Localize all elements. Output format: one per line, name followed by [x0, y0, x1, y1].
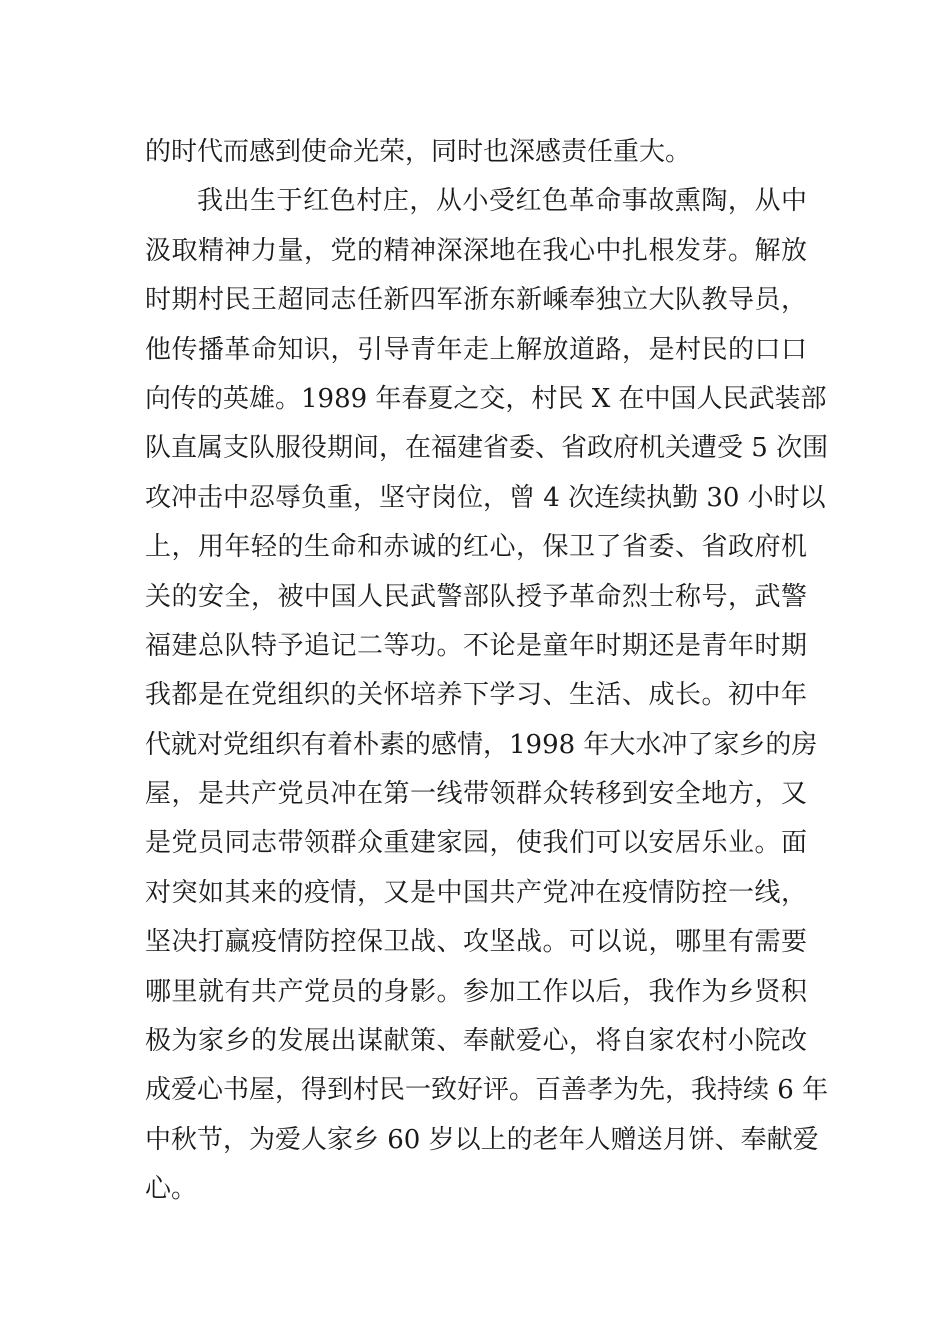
text-line: 心。 — [145, 1174, 198, 1205]
text-line: 极为家乡的发展出谋献策、奉献爱心，将自家农村小院改 — [145, 1026, 807, 1057]
text-line: 汲取精神力量，党的精神深深地在我心中扎根发芽。解放 — [145, 235, 807, 266]
text-line: 对突如其来的疫情，又是中国共产党冲在疫情防控一线， — [145, 877, 807, 908]
text-line: 他传播革命知识，引导青年走上解放道路，是村民的口口 — [145, 334, 807, 365]
text-line: 哪里就有共产党员的身影。参加工作以后，我作为乡贤积 — [145, 976, 807, 1007]
text-line: 关的安全，被中国人民武警部队授予革命烈士称号，武警 — [145, 581, 807, 612]
text-line: 攻冲击中忍辱负重，坚守岗位，曾 4 次连续执勤 30 小时以 — [145, 482, 826, 513]
text-line: 是党员同志带领群众重建家园，使我们可以安居乐业。面 — [145, 828, 807, 859]
text-line: 成爱心书屋，得到村民一致好评。百善孝为先，我持续 6 年 — [145, 1075, 829, 1106]
text-line: 福建总队特予追记二等功。不论是童年时期还是青年时期 — [145, 630, 807, 661]
text-line: 我都是在党组织的关怀培养下学习、生活、成长。初中年 — [145, 680, 807, 711]
text-line: 向传的英雄。1989 年春夏之交，村民 X 在中国人民武装部 — [145, 383, 827, 414]
text-line: 上，用年轻的生命和赤诚的红心，保卫了省委、省政府机 — [145, 532, 807, 563]
text-line: 我出生于红色村庄，从小受红色革命事故熏陶，从中 — [197, 186, 807, 217]
body-text — [145, 128, 829, 1215]
text-line: 队直属支队服役期间，在福建省委、省政府机关遭受 5 次围 — [145, 433, 829, 464]
text-line: 坚决打赢疫情防控保卫战、攻坚战。可以说，哪里有需要 — [145, 927, 807, 958]
text-line: 代就对党组织有着朴素的感情，1998 年大水冲了家乡的房 — [145, 729, 818, 760]
text-line: 屋，是共产党员冲在第一线带领群众转移到安全地方，又 — [145, 779, 807, 810]
text-line: 时期村民王超同志任新四军浙东新嵊奉独立大队教导员， — [145, 285, 807, 316]
text-line: 中秋节，为爱人家乡 60 岁以上的老年人赠送月饼、奉献爱 — [145, 1124, 819, 1155]
text-line: 的时代而感到使命光荣，同时也深感责任重大。 — [145, 137, 692, 167]
